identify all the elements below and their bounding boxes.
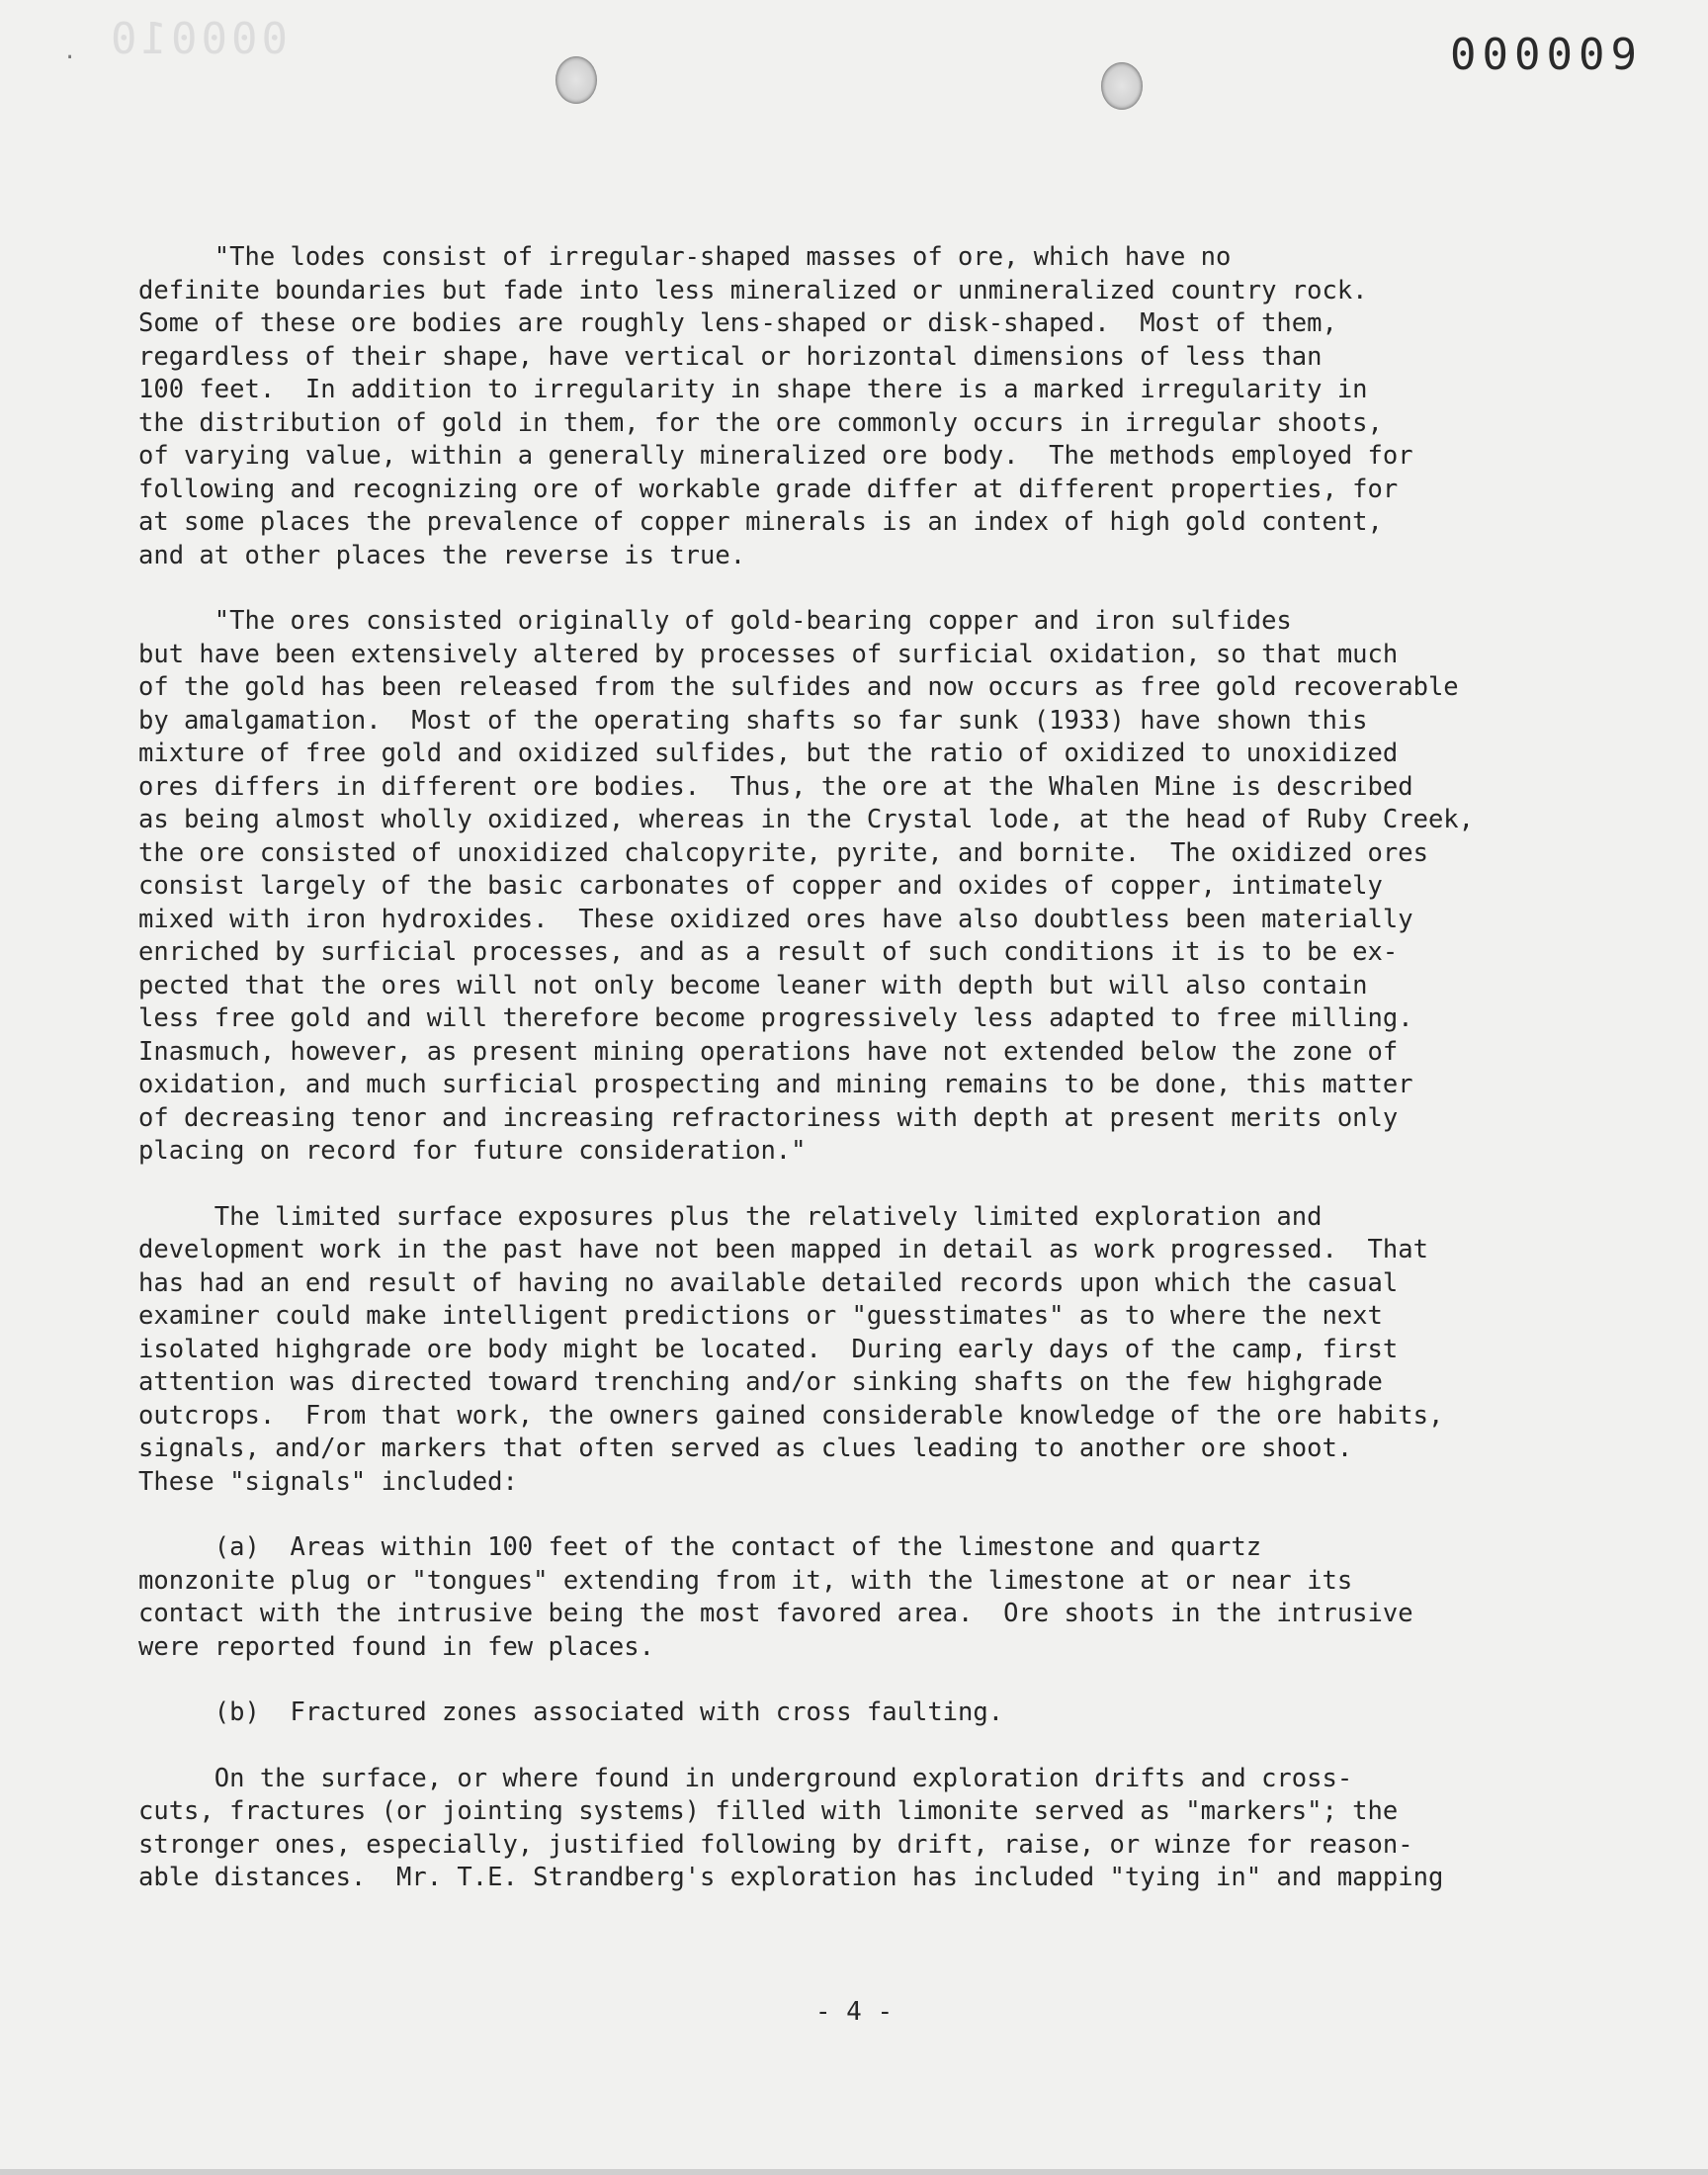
text-line: 100 feet. In addition to irregularity in shape there is a marked irregularity in bbox=[138, 375, 1368, 404]
text-line: placing on record for future consideration." bbox=[138, 1136, 807, 1166]
page-number: - 4 - bbox=[814, 1997, 894, 2027]
text-line: (a) Areas within 100 feet of the contact of the limestone and quartz bbox=[138, 1532, 1262, 1562]
text-line: consist largely of the basic carbonates of copper and oxides of copper, intimately bbox=[138, 871, 1383, 901]
text-line: has had an end result of having no available detailed records upon which the casual bbox=[138, 1267, 1399, 1298]
text-line: outcrops. From that work, the owners gained considerable knowledge of the ore habits, bbox=[138, 1400, 1444, 1431]
text-line: signals, and/or markers that often served as clues leading to another ore shoot. bbox=[138, 1434, 1353, 1463]
text-line: at some places the prevalence of copper minerals is an index of high gold content, bbox=[138, 507, 1383, 537]
text-line: mixed with iron hydroxides. These oxidized ores have also doubtless been materially bbox=[138, 904, 1413, 934]
text-line: "The ores consisted originally of gold-bearing copper and iron sulfides bbox=[138, 606, 1292, 636]
text-line: ores differs in different ore bodies. Thus, the ore at the Whalen Mine is described bbox=[138, 771, 1413, 802]
text-line: oxidation, and much surficial prospecting and mining remains to be done, this matter bbox=[138, 1070, 1413, 1099]
page-bottom-edge bbox=[0, 2169, 1708, 2175]
text-line: mixture of free gold and oxidized sulfides, but the ratio of oxidized to unoxidized bbox=[138, 739, 1399, 768]
text-line: On the surface, or where found in underground exploration drifts and cross- bbox=[138, 1763, 1353, 1793]
text-line: of varying value, within a generally mineralized ore body. The methods employed for bbox=[138, 441, 1413, 471]
punch-hole-left bbox=[555, 56, 597, 104]
paragraph-limited-exposures bbox=[138, 1201, 1601, 1500]
text-line: the distribution of gold in them, for the ore commonly occurs in irregular shoots, bbox=[138, 407, 1383, 438]
text-line: pected that the ores will not only become leaner with depth but will also contain bbox=[138, 970, 1368, 1000]
text-line: but have been extensively altered by processes of surficial oxidation, so that much bbox=[138, 639, 1399, 669]
text-line: (b) Fractured zones associated with cross faulting. bbox=[138, 1697, 1004, 1727]
text-line: able distances. Mr. T.E. Strandberg's exploration has included "tying in" and mapping bbox=[138, 1863, 1444, 1892]
punch-hole-right bbox=[1101, 62, 1143, 110]
page-id-stamp: 000009 bbox=[1450, 30, 1643, 80]
text-line: The limited surface exposures plus the relatively limited exploration and bbox=[138, 1201, 1323, 1232]
quote-paragraph-lodes bbox=[138, 241, 1601, 572]
text-line: definite boundaries but fade into less mineralized or unmineralized country rock. bbox=[138, 275, 1368, 305]
text-line: attention was directed toward trenching and/or sinking shafts on the few highgrade bbox=[138, 1367, 1383, 1397]
text-line: the ore consisted of unoxidized chalcopyrite, pyrite, and bornite. The oxidized ores bbox=[138, 837, 1428, 868]
text-line: "The lodes consist of irregular-shaped masses of ore, which have no bbox=[138, 242, 1232, 272]
text-line: by amalgamation. Most of the operating shafts so far sunk (1933) have shown this bbox=[138, 705, 1368, 736]
text-line: monzonite plug or "tongues" extending from it, with the limestone at or near its bbox=[138, 1565, 1353, 1596]
text-line: isolated highgrade ore body might be located. During early days of the camp, first bbox=[138, 1334, 1399, 1364]
text-line: contact with the intrusive being the most favored area. Ore shoots in the intrusive bbox=[138, 1599, 1413, 1628]
paragraph-surface-markers bbox=[138, 1763, 1601, 1895]
text-line: were reported found in few places. bbox=[138, 1631, 654, 1662]
text-line: less free gold and will therefore become progressively less adapted to free milling. bbox=[138, 1003, 1413, 1033]
text-line: Inasmuch, however, as present mining operations have not extended below the zone of bbox=[138, 1036, 1399, 1067]
text-line: stronger ones, especially, justified following by drift, raise, or winze for reason- bbox=[138, 1829, 1413, 1860]
text-line: Some of these ore bodies are roughly lens-shaped or disk-shaped. Most of them, bbox=[138, 308, 1337, 338]
list-item-b bbox=[138, 1696, 1601, 1730]
text-line: development work in the past have not been mapped in detail as work progressed. That bbox=[138, 1235, 1428, 1264]
bleed-through-page-number: 000010 bbox=[107, 14, 288, 64]
text-line: and at other places the reverse is true. bbox=[138, 540, 746, 570]
body-text bbox=[138, 241, 1601, 1895]
text-line: of decreasing tenor and increasing refractoriness with depth at present merits only bbox=[138, 1102, 1399, 1133]
text-line: as being almost wholly oxidized, whereas in the Crystal lode, at the head of Ruby Creek, bbox=[138, 805, 1475, 834]
stray-mark: . bbox=[63, 40, 77, 64]
quote-paragraph-ores bbox=[138, 605, 1601, 1169]
list-item-a bbox=[138, 1531, 1601, 1664]
text-line: examiner could make intelligent predictions or "guesstimates" as to where the next bbox=[138, 1301, 1383, 1331]
text-line: cuts, fractures (or jointing systems) filled with limonite served as "markers"; the bbox=[138, 1796, 1399, 1826]
text-line: enriched by surficial processes, and as a result of such conditions it is to be ex- bbox=[138, 937, 1399, 967]
text-line: of the gold has been released from the sulfides and now occurs as free gold recoverable bbox=[138, 672, 1459, 702]
text-line: regardless of their shape, have vertical or horizontal dimensions of less than bbox=[138, 341, 1323, 372]
text-line: following and recognizing ore of workable grade differ at different properties, for bbox=[138, 474, 1399, 504]
text-line: These "signals" included: bbox=[138, 1466, 518, 1497]
